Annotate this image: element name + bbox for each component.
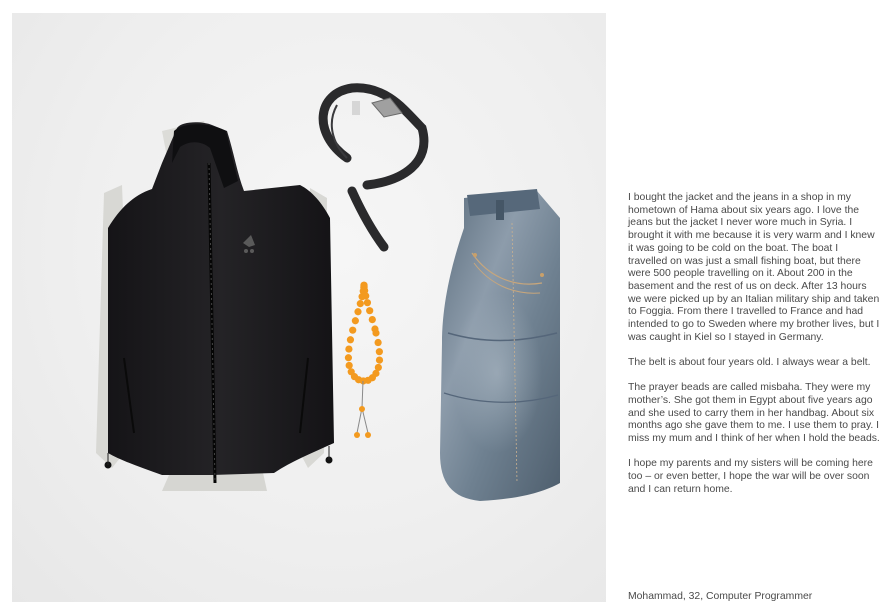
bead xyxy=(365,432,371,438)
bead xyxy=(354,308,361,315)
still-life-photo xyxy=(12,13,606,602)
bead xyxy=(366,307,373,314)
vest xyxy=(96,121,334,491)
belt xyxy=(323,88,424,247)
paragraph-hope: I hope my parents and my sisters will be coming here too – or even better, I hope the war will be over soon and I can return home. xyxy=(628,458,873,495)
bead xyxy=(352,317,359,324)
bead xyxy=(346,362,353,369)
paragraph-journey: I bought the jacket and the jeans in a shop in my hometown of Hama about six years ago. I love the jeans but the jacket I never wore much in Syria. I brought it with me because it is very warm and I knew it was going to be cold on the boat. The boat I travelled on was just a small fishing boat, but there were 500 people travelling on it. About 200 in the basement and the rest of us on deck. After 13 hours we were picked up by an Italian military ship and taken to Foggia. From there I travelled to France and had intended to go to Sweden where my brother lives, but I was caught in Kiel so I stayed in Germany. xyxy=(628,192,880,343)
jeans xyxy=(440,189,560,501)
bead xyxy=(376,348,383,355)
bead xyxy=(371,325,378,332)
story-text xyxy=(628,192,880,509)
bead xyxy=(348,368,355,375)
bead xyxy=(345,354,352,361)
caption: Mohammad, 32, Computer Programmer xyxy=(628,591,813,602)
bead xyxy=(369,316,376,323)
bead xyxy=(374,339,381,346)
paragraph-beads: The prayer beads are called misbaha. They were my mother’s. She got them in Egypt about five years ago and she used to carry them in her handbag. About six months ago she gave them to me. I use them to pray. I miss my mum and I think of her when I hold the beads. xyxy=(628,382,880,445)
bead xyxy=(349,327,356,334)
bead xyxy=(357,300,364,307)
bead xyxy=(359,406,365,412)
paragraph-belt: The belt is about four years old. I always wear a belt. xyxy=(628,357,871,369)
objects-illustration xyxy=(12,13,606,602)
bead xyxy=(376,357,383,364)
bead xyxy=(354,432,360,438)
bead xyxy=(364,299,371,306)
prayer-beads xyxy=(345,282,383,438)
bead xyxy=(347,336,354,343)
bead xyxy=(362,292,369,299)
bead xyxy=(345,345,352,352)
